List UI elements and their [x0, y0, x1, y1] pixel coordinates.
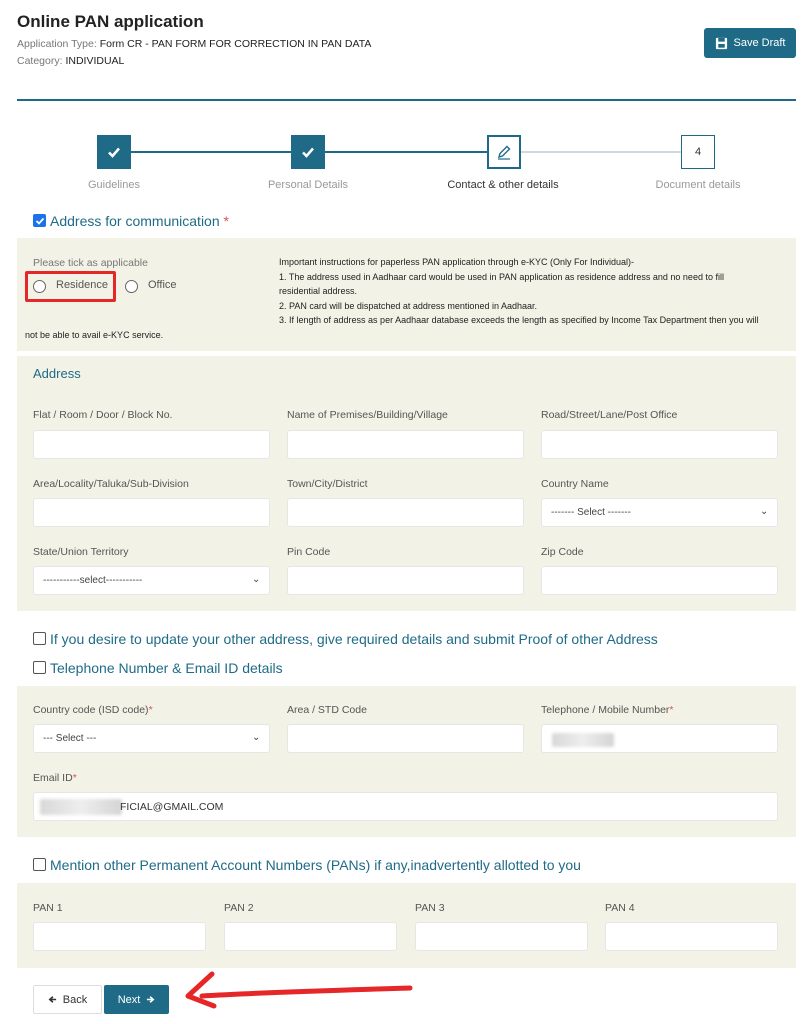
country-code-select[interactable] [33, 724, 270, 753]
country-label: Country Name [541, 478, 609, 490]
step-personal-details[interactable] [291, 135, 325, 169]
pan4-input[interactable] [605, 922, 778, 951]
check-icon [300, 144, 316, 160]
phone-label-text: Telephone / Mobile Number [541, 704, 670, 716]
pan3-input[interactable] [415, 922, 588, 951]
other-pans-checkbox[interactable] [33, 858, 46, 871]
step-number: 4 [694, 146, 702, 158]
area-label: Area/Locality/Taluka/Sub-Division [33, 478, 189, 490]
email-value: FICIAL@GMAIL.COM [120, 801, 224, 813]
pin-input[interactable] [287, 566, 524, 595]
arrow-left-icon [48, 995, 57, 1004]
std-code-input[interactable] [287, 724, 524, 753]
instruction-line: not be able to avail e-KYC service. [25, 330, 164, 340]
other-address-label: If you desire to update your other address, give required details and submit Proof of other Address [50, 631, 658, 647]
phone-input[interactable] [541, 724, 778, 753]
redacted-phone [552, 733, 614, 747]
country-code-select-value: --- Select --- [43, 733, 97, 744]
other-pans-title: Mention other Permanent Account Numbers (PANs) if any,inadvertently allotted to you [50, 857, 581, 873]
required-mark: * [669, 704, 674, 716]
pencil-icon [495, 143, 513, 161]
instruction-line: Important instructions for paperless PAN application through e-KYC (Only For Individual)- [279, 257, 634, 267]
required-mark: * [72, 772, 77, 784]
premises-input[interactable] [287, 430, 524, 459]
telephone-checkbox[interactable] [33, 661, 46, 674]
state-label: State/Union Territory [33, 546, 129, 558]
category-value: INDIVIDUAL [65, 55, 125, 67]
save-draft-button[interactable] [704, 28, 796, 58]
office-radio[interactable] [125, 280, 138, 293]
email-input[interactable] [33, 792, 778, 821]
header-divider [17, 99, 796, 101]
pin-label: Pin Code [287, 546, 331, 558]
pan1-label: PAN 1 [33, 902, 63, 914]
instruction-line: 2. PAN card will be dispatched at address mentioned in Aadhaar. [279, 300, 537, 311]
town-input[interactable] [287, 498, 524, 527]
application-type-value: Form CR - PAN FORM FOR CORRECTION IN PAN DATA [99, 38, 372, 50]
flat-label: Flat / Room / Door / Block No. [33, 409, 173, 421]
office-label: Office [148, 279, 177, 291]
back-label: Back [62, 993, 88, 1006]
pan3-label: PAN 3 [415, 902, 445, 914]
address-communication-checkbox[interactable] [33, 214, 46, 227]
step-label: Personal Details [267, 179, 349, 191]
email-label-text: Email ID [33, 772, 73, 784]
residence-radio[interactable] [33, 280, 46, 293]
address-communication-title [50, 213, 229, 229]
required-mark: * [223, 213, 229, 229]
category-label: Category: [17, 55, 63, 67]
country-code-label-text: Country code (ISD code) [33, 704, 149, 716]
floppy-disk-icon [715, 37, 728, 50]
pan2-label: PAN 2 [224, 902, 254, 914]
state-select-value: -----------select----------- [43, 575, 143, 586]
instruction-line: 1. The address used in Aadhaar card would be used in PAN application as residence address and no need to fill [279, 271, 724, 282]
std-code-label: Area / STD Code [287, 704, 367, 716]
country-code-label [33, 704, 153, 716]
phone-label [541, 704, 674, 716]
step-contact-details[interactable] [487, 135, 521, 169]
address-communication-title-text: Address for communication [50, 213, 220, 229]
state-select[interactable] [33, 566, 270, 595]
application-type-label: Application Type: [17, 38, 97, 50]
road-input[interactable] [541, 430, 778, 459]
telephone-title: Telephone Number & Email ID details [50, 660, 283, 676]
address-heading: Address [33, 366, 81, 381]
step-connector [131, 151, 291, 153]
ekyc-instructions [279, 255, 789, 328]
check-icon [106, 144, 122, 160]
instruction-line: residential address. [279, 286, 358, 296]
arrow-right-icon [146, 995, 155, 1004]
step-label: Guidelines [88, 179, 140, 191]
step-connector [521, 151, 681, 153]
next-button[interactable] [104, 985, 169, 1014]
step-document-details[interactable] [681, 135, 715, 169]
page-title: Online PAN application [17, 12, 204, 31]
area-input[interactable] [33, 498, 270, 527]
flat-input[interactable] [33, 430, 270, 459]
redacted-email [40, 799, 122, 815]
instruction-line: 3. If length of address as per Aadhaar database exceeds the length as specified by Income Tax Department then you will [279, 315, 759, 325]
country-select-value: ------- Select ------- [551, 507, 631, 518]
back-button[interactable] [33, 985, 102, 1014]
save-draft-label: Save Draft [733, 37, 786, 49]
pan1-input[interactable] [33, 922, 206, 951]
email-label [33, 772, 77, 784]
pan4-label: PAN 4 [605, 902, 635, 914]
check-icon [35, 216, 45, 226]
premises-label: Name of Premises/Building/Village [287, 409, 448, 421]
chevron-down-icon: ⌄ [760, 506, 769, 517]
annotation-arrow-icon [180, 962, 420, 1010]
road-label: Road/Street/Lane/Post Office [541, 409, 678, 421]
other-address-checkbox[interactable] [33, 632, 46, 645]
chevron-down-icon: ⌄ [252, 732, 261, 743]
town-label: Town/City/District [287, 478, 368, 490]
category [17, 55, 124, 67]
zip-input[interactable] [541, 566, 778, 595]
step-label: Document details [655, 179, 741, 191]
tick-label: Please tick as applicable [33, 257, 148, 269]
next-label: Next [117, 993, 141, 1006]
required-mark: * [148, 704, 153, 716]
step-connector [325, 151, 487, 153]
application-type [17, 38, 371, 50]
chevron-down-icon: ⌄ [252, 574, 261, 585]
step-guidelines[interactable] [97, 135, 131, 169]
pan2-input[interactable] [224, 922, 397, 951]
step-label: Contact & other details [447, 179, 559, 191]
residence-label: Residence [56, 279, 108, 291]
country-select[interactable] [541, 498, 778, 527]
zip-label: Zip Code [541, 546, 584, 558]
